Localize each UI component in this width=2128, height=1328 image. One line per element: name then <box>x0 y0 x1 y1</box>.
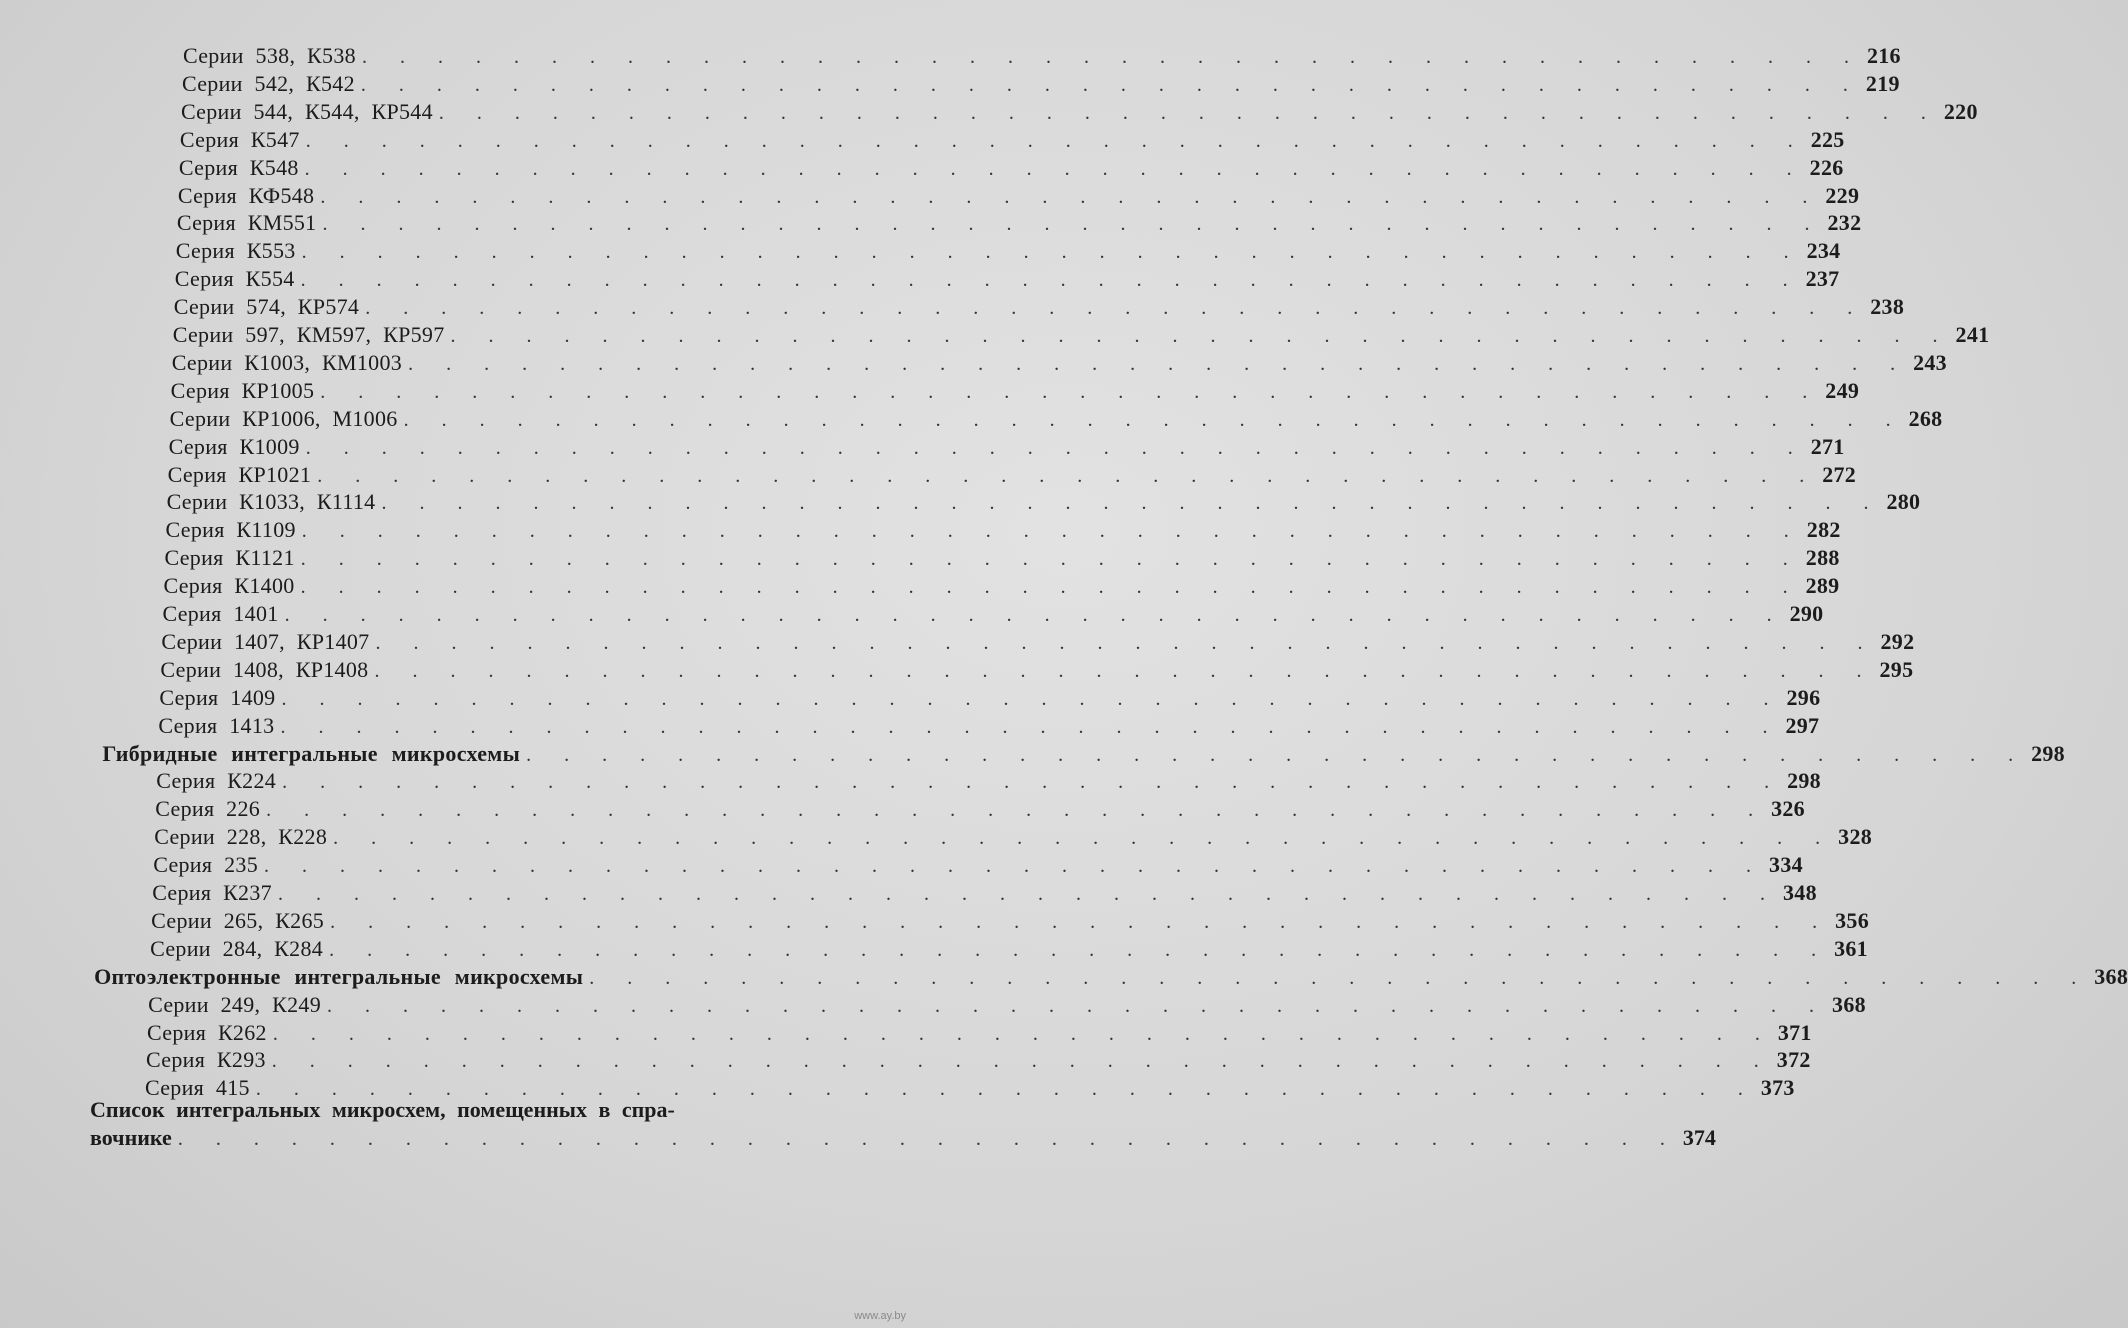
toc-entry-label: Серия 226 <box>155 796 261 822</box>
toc-leader-dots: . . . . . . . . . . . . . . . . . . . . . . . . . . . . . . . . . . . . . . . . <box>322 213 1824 236</box>
toc-leader-dots: . . . . . . . . . . . . . . . . . . . . . . . . . . . . . . . . . . . . . . . . <box>282 771 1784 794</box>
toc-entry <box>181 70 1900 98</box>
toc-page-number: 328 <box>1838 824 1873 850</box>
toc-entry <box>168 433 1845 461</box>
toc-leader-dots: . . . . . . . . . . . . . . . . . . . . . . . . . . . . . . . . . . . . . . . . <box>333 827 1835 850</box>
toc-leader-dots: . . . . . . . . . . . . . . . . . . . . . . . . . . . . . . . . . . . . . . . . <box>277 883 1779 905</box>
toc-entry-label: Серия К224 <box>156 768 277 794</box>
toc-entry-label: Серии 1407, КР1407 <box>161 628 370 654</box>
toc-leader-dots: . . . . . . . . . . . . . . . . . . . . . . . . . . . . . . . . . . . . . . . . <box>330 910 1832 933</box>
toc-leader-dots: . . . . . . . . . . . . . . . . . . . . . . . . . . . . . . . . . . . . . . . . <box>381 492 1883 515</box>
toc-entry <box>148 991 1866 1019</box>
toc-entry <box>151 907 1869 935</box>
toc-page-number: 243 <box>1913 349 1947 375</box>
toc-leader-dots: . . . . . . . . . . . . . . . . . . . . . . . . . . . . . . . . . . . . . . . . <box>301 520 1803 543</box>
toc-entry <box>183 42 1901 70</box>
toc-page-number: 249 <box>1825 377 1860 403</box>
toc-entry-label: Серия К1009 <box>168 433 300 459</box>
toc-entry <box>147 1019 1812 1047</box>
toc-entry <box>176 209 1862 237</box>
toc-entry <box>179 126 1845 154</box>
toc-entry-label: Серия К1121 <box>164 545 295 571</box>
toc-leader-dots: . . . . . . . . . . . . . . . . . . . . . . . . . . . . . . . . . . . . . . . . <box>271 1050 1773 1073</box>
toc-entry-label: Серия 415 <box>145 1075 250 1101</box>
toc-leader-dots: . . . . . . . . . . . . . . . . . . . . . . . . . . . . . . . . . . . . . . . . <box>329 938 1831 961</box>
toc-page-number: 295 <box>1879 656 1914 682</box>
toc-page-number: 290 <box>1789 601 1824 626</box>
toc-leader-dots: . . . . . . . . . . . . . . . . . . . . . . . . . . . . . . . . . . . . . . . . <box>403 408 1905 431</box>
toc-page-number: 280 <box>1886 489 1921 515</box>
toc-leader-dots: . . . . . . . . . . . . . . . . . . . . . . . . . . . . . . . . . . . . . . . . <box>360 73 1862 96</box>
toc-page-number: 272 <box>1822 461 1857 487</box>
toc-page-number: 371 <box>1777 1019 1812 1045</box>
toc-entry <box>166 488 1921 516</box>
toc-entry-label: Серии К1003, КМ1003 <box>171 349 403 375</box>
toc-entry <box>164 544 1840 572</box>
toc-leader-dots: . . . . . . . . . . . . . . . . . . . . . . . . . . . . . . . . . . . . . . . . <box>320 185 1822 208</box>
toc-entry-final-line1: Список интегральных микросхем, помещенных в спра- <box>90 1097 675 1122</box>
toc-entry <box>173 293 1905 321</box>
toc-page-number: 220 <box>1943 98 1978 124</box>
toc-page-number: 297 <box>1785 712 1820 738</box>
toc-leader-dots: . . . . . . . . . . . . . . . . . . . . . . . . . . . . . . . . . . . . . . . . <box>284 604 1786 626</box>
toc-page-number: 216 <box>1866 43 1901 68</box>
watermark: www.ay.by <box>854 1310 906 1322</box>
toc-leader-dots: . . . . . . . . . . . . . . . . . . . . . . . . . . . . . . . . . . . . . . . . <box>301 241 1803 264</box>
toc-page-number: 241 <box>1955 322 1990 347</box>
toc-page-number: 374 <box>1682 1125 1716 1150</box>
toc-page-number: 238 <box>1870 294 1905 320</box>
toc-leader-dots: . . . . . . . . . . . . . . . . . . . . . . . . . . . . . . . . . . . . . . . . <box>255 1078 1757 1101</box>
toc-entry-label: Серии 249, К249 <box>148 991 322 1017</box>
toc-entry-label: Серия КР1005 <box>170 377 315 403</box>
toc-page-number: 271 <box>1810 433 1845 459</box>
toc-leader-dots: . . . . . . . . . . . . . . . . . . . . . . . . . . . . . . . . . . . . . . . . <box>361 46 1863 68</box>
toc-page-number: 326 <box>1771 796 1805 822</box>
toc-entry-label: Серии 228, К228 <box>154 824 328 850</box>
toc-entry-label: Серии К1033, К1114 <box>166 489 376 515</box>
toc-entry <box>158 712 1820 740</box>
toc-entry-label: Серия К554 <box>174 266 295 292</box>
toc-entry <box>163 572 1840 600</box>
toc-entry-label: Серии 542, К542 <box>181 70 355 96</box>
toc-entry <box>161 628 1915 656</box>
toc-entry <box>180 98 1978 126</box>
toc-leader-dots: . . . . . . . . . . . . . . . . . . . . . . . . . . . . . . . . . . . . . . . . <box>365 297 1867 320</box>
toc-entry-label: Серии 574, КР574 <box>173 294 360 320</box>
toc-leader-dots: . . . . . . . . . . . . . . . . . . . . . . . . . . . . . . . . . . . . . . . . <box>438 101 1940 124</box>
toc-page-number: 288 <box>1805 545 1840 571</box>
toc-page-number: 368 <box>1832 991 1866 1017</box>
toc-leader-dots: . . . . . . . . . . . . . . . . . . . . . . . . . . . . . . . . . . . . . . . . <box>300 548 1802 571</box>
toc-leader-dots: . . . . . . . . . . . . . . . . . . . . . . . . . . . . . . . . . . . . . . . . <box>264 855 1766 878</box>
toc-entry <box>152 879 1817 907</box>
toc-entry-label: Серия К262 <box>147 1019 267 1045</box>
toc-page-number: 268 <box>1908 405 1943 431</box>
toc-page-number: 225 <box>1810 126 1845 152</box>
toc-page-number: 296 <box>1786 684 1821 710</box>
toc-entry <box>174 265 1840 293</box>
toc-entry-label: Серия КР1021 <box>167 461 312 487</box>
toc-entry <box>178 154 1844 182</box>
toc-entry-label: Серия К547 <box>179 126 300 152</box>
toc-page-number: 356 <box>1835 907 1869 933</box>
toc-leader-dots: . . . . . . . . . . . . . . . . . . . . . . . . . . . . . . . . . . . . . . . . <box>304 157 1806 180</box>
toc-entry-label: Серия 1413 <box>158 712 275 738</box>
toc-entry <box>146 1046 1811 1074</box>
toc-leader-dots: . . . . . . . . . . . . . . . . . . . . . . . . . . . . . . . . . . . . . . . . <box>280 715 1782 738</box>
toc-entry <box>156 767 1821 795</box>
toc-entry <box>169 405 1943 433</box>
toc-page-number: 289 <box>1805 573 1840 599</box>
toc-entry <box>160 656 1914 684</box>
toc-page-number: 237 <box>1805 266 1840 292</box>
toc-entry-label: Серии 284, К284 <box>150 935 324 961</box>
toc-page-number: 372 <box>1776 1047 1811 1073</box>
toc-entry <box>165 516 1841 544</box>
toc-page-number: 219 <box>1865 70 1900 96</box>
toc-entry-label: Серия 1409 <box>159 684 276 710</box>
toc-entry <box>159 684 1821 712</box>
toc-page-number: 282 <box>1806 517 1841 543</box>
toc-entry-label: Серии 597, КМ597, КР597 <box>172 322 445 347</box>
toc-leader-dots: . . . . . . . . . . . . . . . . . . . . . . . . . . . . . . . . . . . . . . . . <box>320 380 1822 403</box>
toc-entry-label: Серия К293 <box>146 1047 266 1073</box>
toc-leader-dots: . . . . . . . . . . . . . . . . . . . . . . . . . . . . . . . . . . . . . . . . <box>375 631 1877 654</box>
toc-page-number: 234 <box>1806 238 1841 264</box>
toc-entry <box>170 377 1860 405</box>
toc-leader-dots: . . . . . . . . . . . . . . . . . . . . . . . . . . . . . . . . . . . . . . . . <box>300 269 1802 292</box>
toc-page-number: 348 <box>1782 880 1817 905</box>
toc-entry-label: Серии 544, К544, КР544 <box>180 98 433 124</box>
toc-leader-dots: . . . . . . . . . . . . . . . . . . . . . . . . . . . . . . . . . . . . . . . . <box>305 436 1807 459</box>
toc-entry <box>155 795 1805 823</box>
toc-entry-label: Серия К237 <box>152 880 272 905</box>
toc-page-number: 292 <box>1880 628 1915 654</box>
toc-leader-dots: . . . . . . . . . . . . . . . . . . . . . . . . . . . . . . . . . . . . . . . . <box>305 129 1807 152</box>
toc-page-number: 368 <box>2094 963 2128 989</box>
toc-page-number: 298 <box>1787 768 1821 794</box>
toc-entry-label: Серии 1408, КР1408 <box>160 656 369 682</box>
toc-leader-dots: . . . . . . . . . . . . . . . . . . . . . . . . . . . . . . . . . . . . . . . . <box>177 1128 1679 1150</box>
toc-entry <box>175 237 1841 265</box>
toc-page-number: 361 <box>1834 935 1868 961</box>
toc-entry <box>154 823 1873 851</box>
toc-leader-dots: . . . . . . . . . . . . . . . . . . . . . . . . . . . . . . . . . . . . . . . . <box>327 994 1829 1017</box>
toc-entry <box>167 461 1857 489</box>
toc-entry-label: Серия 1401 <box>162 601 279 626</box>
toc-entry <box>177 182 1860 210</box>
toc-entry-label: Серия 235 <box>153 852 259 878</box>
toc-leader-dots: . . . . . . . . . . . . . . . . . . . . . . . . . . . . . . . . . . . . . . . . <box>408 352 1910 375</box>
toc-page-number: 334 <box>1769 852 1803 878</box>
toc-entry <box>172 321 1990 349</box>
toc-page-number: 229 <box>1825 182 1860 208</box>
toc-page-number: 298 <box>2031 740 2065 766</box>
toc-leader-dots: . . . . . . . . . . . . . . . . . . . . . . . . . . . . . . . . . . . . . . . . <box>300 576 1802 599</box>
toc-page-number: 226 <box>1809 154 1844 180</box>
toc-entry-final-line2: вочнике <box>90 1125 172 1150</box>
toc-leader-dots: . . . . . . . . . . . . . . . . . . . . . . . . . . . . . . . . . . . . . . . . <box>589 966 2091 989</box>
toc-leader-dots: . . . . . . . . . . . . . . . . . . . . . . . . . . . . . . . . . . . . . . . . <box>374 659 1876 682</box>
toc-entry <box>150 935 1868 963</box>
toc-entry-label: Оптоэлектронные интегральные микросхемы <box>94 963 584 989</box>
toc-entry-label: Серии 538, К538 <box>183 43 356 68</box>
toc-entry <box>162 600 1824 628</box>
toc-entry-final <box>90 1096 1716 1153</box>
toc-entry-label: Серия К548 <box>178 154 299 180</box>
toc-page-number: 373 <box>1760 1075 1795 1101</box>
toc-entry-label: Гибридные интегральные микросхемы <box>102 740 521 766</box>
toc-section-heading <box>102 740 2065 768</box>
toc-entry-label: Серии КР1006, М1006 <box>169 405 398 431</box>
toc-entry <box>171 349 1947 377</box>
toc-entry-label: Серии 265, К265 <box>151 907 325 933</box>
toc-leader-dots: . . . . . . . . . . . . . . . . . . . . . . . . . . . . . . . . . . . . . . . . <box>281 687 1783 710</box>
toc-entry <box>153 851 1803 879</box>
toc-leader-dots: . . . . . . . . . . . . . . . . . . . . . . . . . . . . . . . . . . . . . . . . <box>317 464 1819 487</box>
toc-leader-dots: . . . . . . . . . . . . . . . . . . . . . . . . . . . . . . . . . . . . . . . . <box>450 325 1952 347</box>
toc-leader-dots: . . . . . . . . . . . . . . . . . . . . . . . . . . . . . . . . . . . . . . . . <box>526 743 2028 766</box>
toc-entry-label: Серия КФ548 <box>177 182 315 208</box>
toc-entry-label: Серия К1400 <box>163 573 295 599</box>
toc-section-heading <box>94 963 2128 991</box>
toc-entry-label: Серия К553 <box>175 238 296 264</box>
toc-entry-label: Серия КМ551 <box>176 210 317 236</box>
toc-leader-dots: . . . . . . . . . . . . . . . . . . . . . . . . . . . . . . . . . . . . . . . . <box>272 1022 1774 1045</box>
toc-page-number: 232 <box>1827 210 1862 236</box>
toc-entry-label: Серия К1109 <box>165 517 296 543</box>
toc-leader-dots: . . . . . . . . . . . . . . . . . . . . . . . . . . . . . . . . . . . . . . . . <box>266 799 1768 822</box>
